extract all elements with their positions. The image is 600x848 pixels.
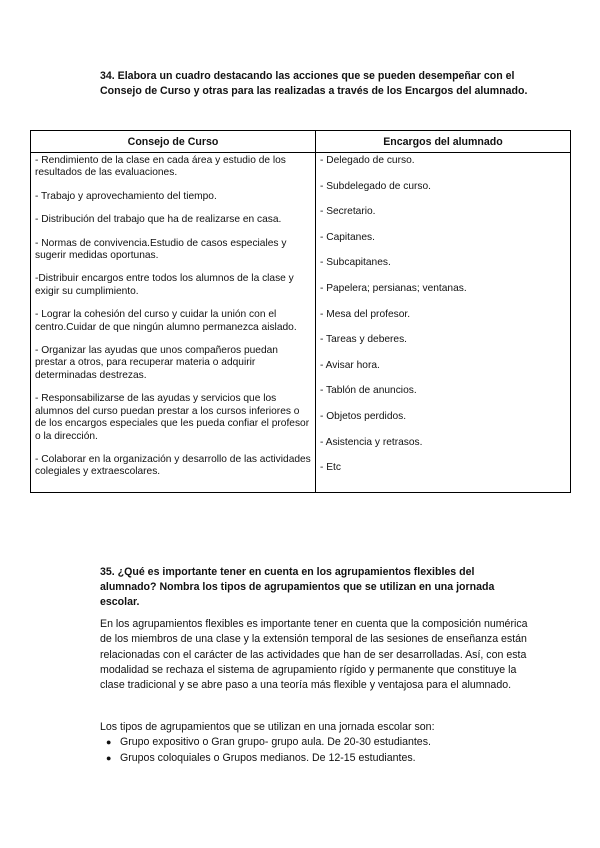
encargo-item: - Papelera; persianas; ventanas. xyxy=(320,282,467,294)
list-item-text: Grupo expositivo o Gran grupo- grupo aula. De 20-30 estudiantes. xyxy=(120,736,431,748)
consejo-item: - Lograr la cohesión del curso y cuidar la unión con el centro.Cuidar de que ningún alumno permanezca aislado. xyxy=(35,309,297,333)
list-item-text: Grupos coloquiales o Grupos medianos. De 12-15 estudiantes. xyxy=(120,751,416,764)
table-header-row xyxy=(31,131,571,153)
header-consejo-de-curso: Consejo de Curso xyxy=(31,131,316,153)
encargo-item: - Etc xyxy=(320,462,341,474)
encargo-item: - Capitanes. xyxy=(320,231,375,243)
table-body-row xyxy=(31,153,571,493)
encargo-item: - Subdelegado de curso. xyxy=(320,180,432,192)
bullet-icon: ● xyxy=(106,737,112,747)
consejo-column xyxy=(31,153,316,493)
question-34-title: 34. Elabora un cuadro destacando las acciones que se pueden desempeñar con el Consejo de Curso y otras para las realizadas a través de los Encargos del alumnado. xyxy=(100,70,528,97)
grouping-types-list xyxy=(100,735,540,766)
question-35-title: 35. ¿Qué es importante tener en cuenta en los agrupamientos flexibles del alumnado? Nombra los tipos de agrupamientos que se utilizan en una jornada escolar. xyxy=(100,566,495,608)
list-item xyxy=(100,751,540,767)
encargo-item: - Asistencia y retrasos. xyxy=(320,436,423,448)
encargo-item: - Delegado de curso. xyxy=(320,155,415,166)
answer-paragraph-2: Los tipos de agrupamientos que se utilizan en una jornada escolar son: xyxy=(100,721,435,733)
header-encargos-del-alumnado: Encargos del alumnado xyxy=(316,131,571,153)
encargo-item: - Tablón de anuncios. xyxy=(320,385,417,397)
answer-paragraph-1: En los agrupamientos flexibles es importante tener en cuenta que la composición numérica de los miembros de una clase y la extensión temporal de las sesiones de enseñanza están relacionadas con el carácter de las actividades que han de ser desarrolladas. Así, con esta modalidad se rechaza el sistema de agrupamiento rígido y permanente que constituye la clase tradicional y se abre paso a una teoría más flexible y ventajosa para el alumnado. xyxy=(100,618,528,692)
list-item xyxy=(100,735,540,751)
encargo-item: - Tareas y deberes. xyxy=(320,334,408,346)
bullet-icon: ● xyxy=(106,752,112,763)
consejo-item: -Distribuir encargos entre todos los alumnos de la clase y exigir su cumplimiento. xyxy=(35,273,294,297)
encargo-item: - Mesa del profesor. xyxy=(320,308,411,320)
consejo-item: - Trabajo y aprovechamiento del tiempo. xyxy=(35,190,217,202)
encargo-item: - Secretario. xyxy=(320,206,376,218)
consejo-item: - Colaborar en la organización y desarrollo de las actividades colegiales y extraescolares. xyxy=(35,453,311,478)
encargo-item: - Subcapitanes. xyxy=(320,257,391,269)
comparison-table xyxy=(30,130,571,493)
encargos-column xyxy=(316,153,571,493)
consejo-item: - Responsabilizarse de las ayudas y servicios que los alumnos del curso puedan prestar a los cursos inferiores o de los encargos especiales que les pueda confiar el profesor o la dirección. xyxy=(35,393,310,442)
consejo-item: - Rendimiento de la clase en cada área y estudio de los resultados de las evaluaciones. xyxy=(35,155,286,179)
encargo-item: - Objetos perdidos. xyxy=(320,410,407,422)
consejo-item: - Normas de convivencia.Estudio de casos especiales y sugerir medidas oportunas. xyxy=(35,237,287,262)
consejo-item: - Distribución del trabajo que ha de realizarse en casa. xyxy=(35,214,282,226)
consejo-item: - Organizar las ayudas que unos compañeros puedan prestar a otros, para recuperar materia o adquirir determinadas destrezas. xyxy=(35,345,278,381)
encargo-item: - Avisar hora. xyxy=(320,359,380,371)
